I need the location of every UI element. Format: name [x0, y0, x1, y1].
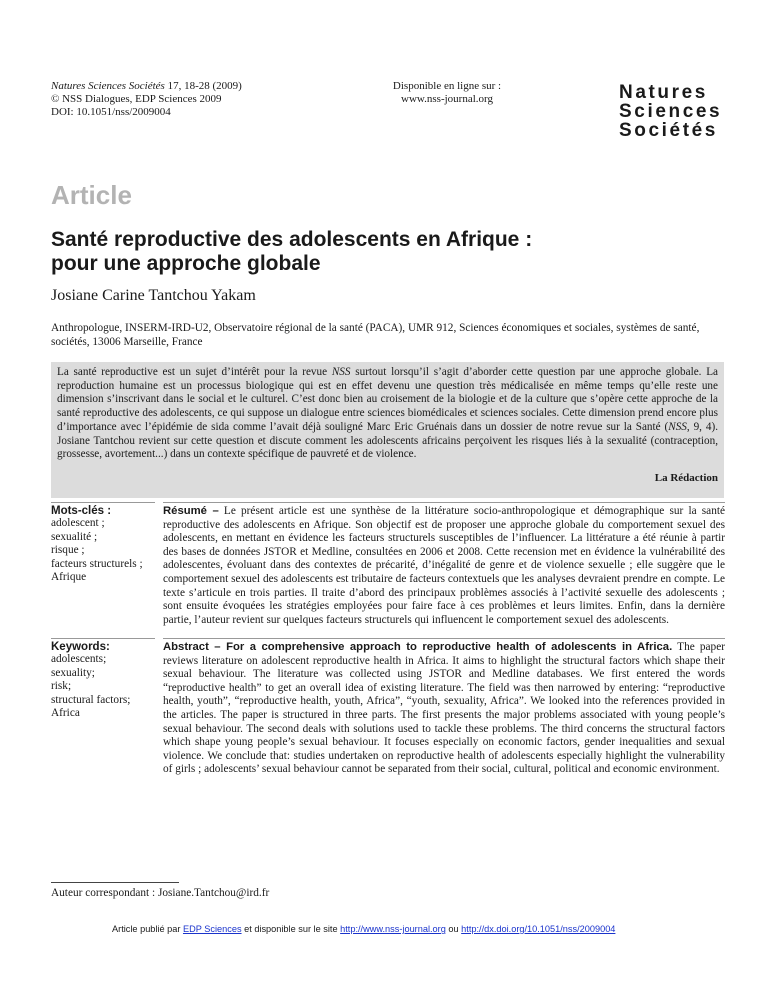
author-name: Josiane Carine Tantchou Yakam: [51, 287, 256, 304]
logo-line-2: Sciences: [619, 101, 723, 122]
abstract-lead: Abstract – For a comprehensive approach to reproductive health of adolescents in Africa.: [163, 641, 673, 653]
divider: [163, 638, 725, 639]
keyword-item: sexualité ;: [51, 530, 98, 543]
article-title: [51, 228, 691, 276]
edp-sciences-link[interactable]: EDP Sciences: [182, 924, 242, 934]
keywords-fr-heading: Mots-clés :: [51, 505, 112, 517]
doi-link[interactable]: http://dx.doi.org/10.1051/nss/2009004: [461, 924, 616, 934]
title-line-1: Santé reproductive des adolescents en Afrique :: [51, 228, 533, 251]
footnote-rule: [51, 882, 179, 883]
editorial-signature: La Rédaction: [654, 471, 718, 484]
keywords-fr-list: [51, 517, 161, 585]
abstract-en: [163, 641, 725, 777]
divider: [163, 502, 725, 503]
abstract-text: The paper reviews literature on adolescent reproductive health in Africa. It aims to highlight the structural factors which shape their sexual behaviour. The literature was collected using JSTOR and Medline databases. We first entered the words “reproductive health” to get an overall idea of existing literature. The field was then narrowed by entering: “reproductive health, youth”, “reproductive health, youth, Africa”, “youth, sexuality, Africa”. We looked into the references provided in the articles. The paper is structured in three parts. The first presents the major problems associated with young people’s sexual behaviour. The second deals with solutions used to tackle these problems. The third concerns the structural factors which shape young people’s sexual behaviour. It focuses especially on economic factors, gender inequalities and sexual violence. We conclude that: studies undertaken on reproductive health of adolescents especially highlight the vulnerability of girls ; adolescents’ sexual behaviour cannot be separated from their social, cultural, political and economic environment.: [163, 641, 725, 776]
keywords-fr: [51, 505, 161, 585]
doi: DOI: 10.1051/nss/2009004: [51, 106, 171, 118]
volume-pages: 17, 18-28 (2009): [164, 80, 242, 92]
resume-fr: [163, 505, 725, 627]
keywords-en-heading: Keywords:: [51, 641, 110, 653]
title-line-2: pour une approche globale: [51, 252, 321, 275]
resume-text: Le présent article est une synthèse de la littérature socio-anthropologique et démographique sur la santé reproductive des adolescents en Afrique. Son objectif est de proposer une approche globale du comportement sexuel des adolescents, en mettant en évidence les facteurs structurels susceptibles de l’influencer. La littérature a été réunie à partir des bases de données JSTOR et Medline, consultées en 2006 et 2008. Cette recension met en évidence la vulnérabilité des adolescentes, évoluant dans des contextes de précarité, d’inégalité de genre et de violence sexuelle ; elle suggère que le comportement sexuel des adolescents est tributaire de facteurs contextuels que les analyses devraient prendre en compte. Le texte s’articule en trois parties. Il traite d’abord des principaux problèmes associés à l’activité sexuelle des adolescents ; sont ensuite évoquées les stratégies employées pour faire face à ces problèmes et leurs limites. Enfin, dans la dernière partie, l’auteur revient sur quelques facteurs structurels qui influencent le comportement sexuel des adolescents.: [163, 505, 725, 626]
logo-line-3: Sociétés: [619, 120, 718, 141]
editorial-text: La santé reproductive est un sujet d’intérêt pour la revue NSS surtout lorsqu’il s’agit d’aborder cette question par une approche globale. La reproduction humaine est un processus biologique qui est en effet devenu une question très médicalisée en même temps qu’elle reste une dimension s’inscrivant dans le social et le culturel. C’est donc bien au croisement de la biologie et de la culture que s’opère cette approche de la santé reproductive des adolescents, ce qui suppose un dialogue entre sciences biomédicales et sciences sociales. Cette dimension prend encore plus d’importance avec l’épidémie de sida comme l’avait déjà souligné Marc Eric Gruénais dans un dossier de notre revue sur la Santé (NSS, 9, 4). Josiane Tantchou revient sur cette question et discute comment les adolescents africains perçoivent les risques liés à la sexualité (contraception, grossesse, avortement...) dans un contexte spécifique de pauvreté et de violence.: [57, 366, 719, 461]
editorial-note: [51, 362, 724, 498]
keyword-item: structural factors;: [51, 693, 131, 706]
keywords-en: [51, 641, 161, 721]
resume-lead: Résumé –: [163, 505, 219, 517]
corresponding-author-footnote: Auteur correspondant : Josiane.Tantchou@ird.fr: [51, 887, 270, 899]
keyword-item: risk;: [51, 680, 72, 693]
keyword-item: adolescents;: [51, 653, 107, 665]
online-label: Disponible en ligne sur :: [392, 80, 502, 92]
keyword-item: adolescent ;: [51, 517, 105, 529]
keywords-en-list: [51, 653, 161, 721]
logo-line-1: Natures: [619, 82, 708, 103]
publisher-line: Article publié par EDP Sciences et disponible sur le site http://www.nss-journal.org ou http://dx.doi.org/10.1051/nss/2009004: [112, 924, 616, 934]
journal-site-link[interactable]: http://www.nss-journal.org: [340, 924, 446, 934]
keyword-item: facteurs structurels ;: [51, 557, 143, 570]
author-affiliation: Anthropologue, INSERM-IRD-U2, Observatoire régional de la santé (PACA), UMR 912, Sciences économiques et sociales, systèmes de santé, sociétés, 13006 Marseille, France: [51, 322, 700, 348]
copyright: © NSS Dialogues, EDP Sciences 2009: [51, 93, 222, 105]
keyword-item: sexuality;: [51, 666, 95, 679]
journal-name: Natures Sciences Sociétés: [51, 80, 165, 92]
keyword-item: Africa: [51, 707, 80, 720]
journal-citation: [51, 80, 242, 119]
divider: [51, 502, 155, 503]
divider: [51, 638, 155, 639]
keyword-item: Afrique: [51, 571, 87, 584]
article-type-label: Article: [51, 180, 132, 210]
online-availability: [372, 80, 522, 106]
keyword-item: risque ;: [51, 544, 85, 557]
journal-logo: [619, 83, 722, 140]
online-url[interactable]: www.nss-journal.org: [401, 93, 493, 105]
